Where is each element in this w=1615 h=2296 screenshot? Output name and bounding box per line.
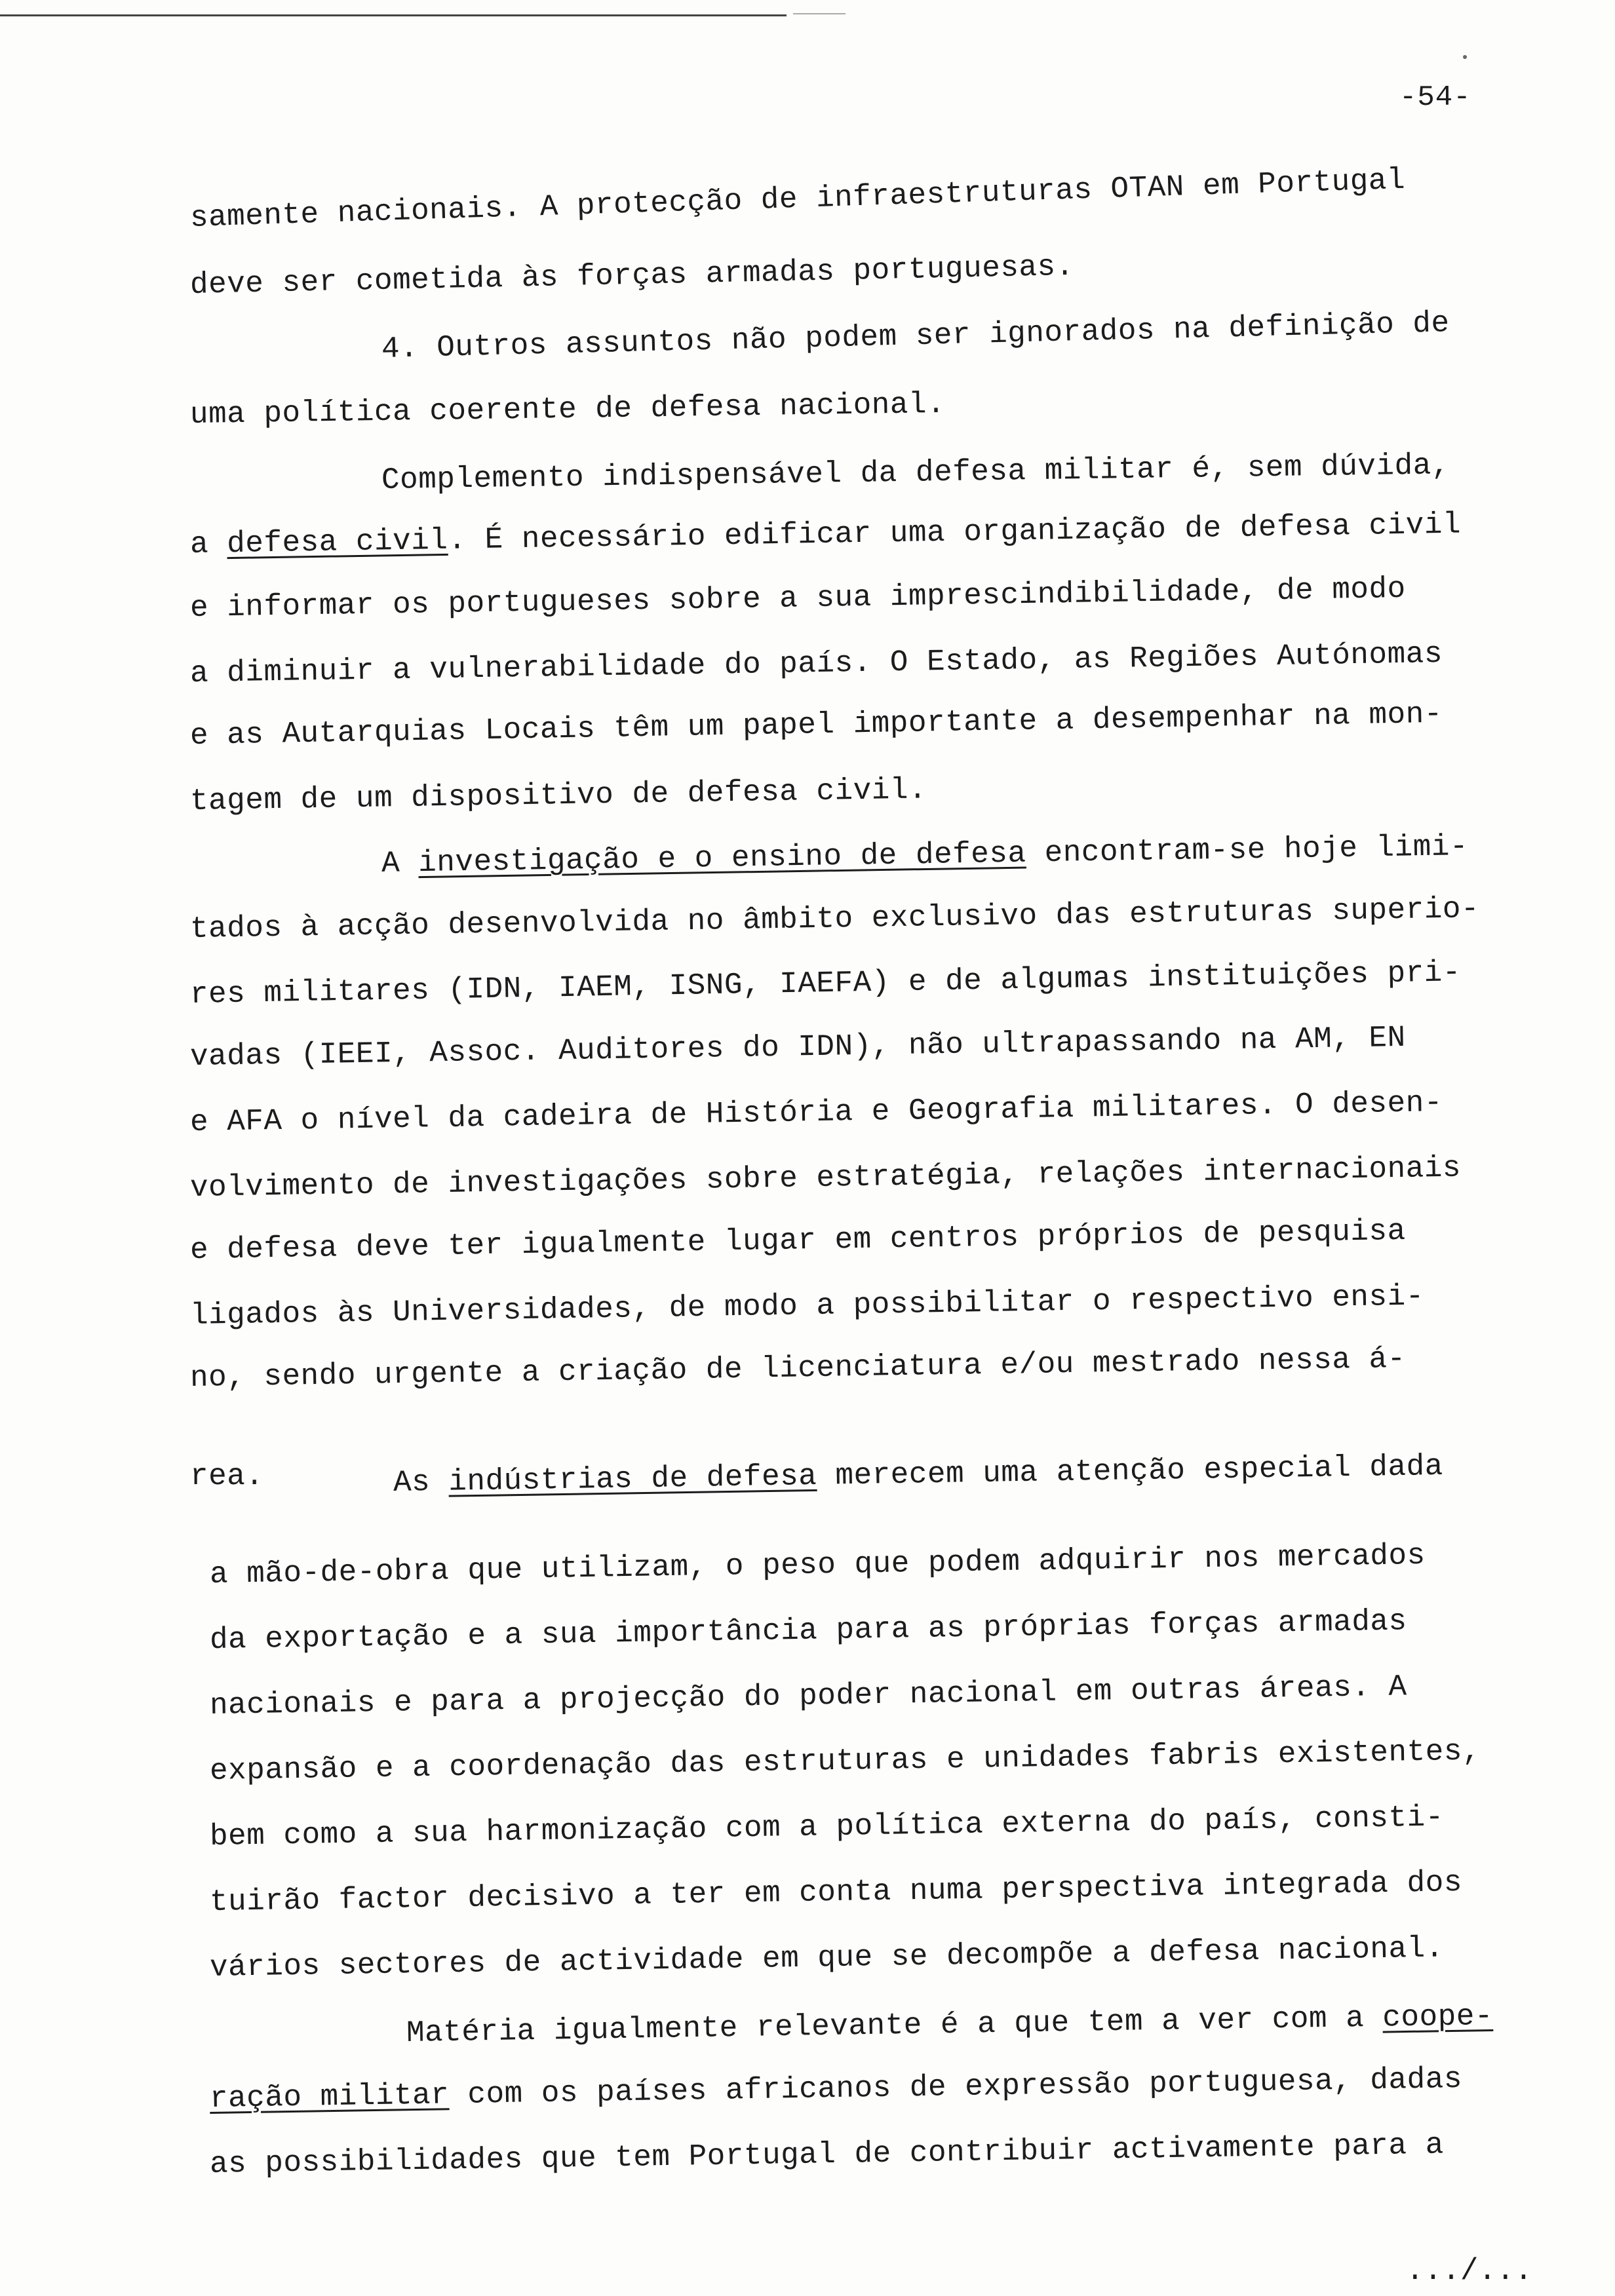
text-line (190, 1281, 1425, 1331)
underlined-term: investigação e o ensino de defesa (418, 836, 1026, 881)
text-run: A (381, 846, 419, 881)
underlined-term: ração militar (209, 2078, 450, 2116)
underlined-term: coope- (1382, 1999, 1494, 2035)
text-run: Matéria igualmente relevante é a que tem a ver com a (406, 2000, 1383, 2050)
text-line (189, 571, 1407, 625)
text-run: Complemento indispensável da defesa militar é, sem dúvida, (381, 448, 1450, 497)
text-line (189, 507, 1462, 562)
text-line (190, 894, 1480, 944)
text-line (189, 1085, 1443, 1139)
text-run: nacionais e para a projecção do poder nacional em outras áreas. A (209, 1670, 1407, 1723)
text-run: e defesa deve ter igualmente lugar em centros próprios de pesquisa (189, 1214, 1407, 1267)
text-line (210, 1736, 1481, 1786)
text-line (210, 1867, 1463, 1917)
text-run: a diminuir a vulnerabilidade do país. O Estado, as Regiões Autónomas (189, 636, 1443, 691)
text-line (190, 1461, 263, 1491)
text-run: samente nacionais. A protecção de infraestruturas OTAN em Portugal (189, 163, 1406, 235)
text-run: deve ser cometida às forças armadas portuguesas. (189, 249, 1075, 302)
underlined-term: indústrias de defesa (448, 1459, 817, 1499)
text-run: encontram-se hoje limi- (1026, 829, 1469, 871)
text-run: as possibilidades que tem Portugal de contribuir activamente para a (209, 2128, 1445, 2181)
text-line (189, 1341, 1407, 1395)
text-line (189, 1020, 1407, 1074)
text-run: tagem de um dispositivo de defesa civil. (189, 773, 927, 818)
text-run: tuirão factor decisivo a ter em conta numa perspectiva integrada dos (209, 1865, 1463, 1919)
text-line (210, 1606, 1407, 1655)
text-run: e AFA o nível da cadeira de História e Geografia militares. O desen- (189, 1085, 1443, 1139)
text-line (190, 699, 1443, 751)
text-line (189, 249, 1075, 302)
text-line (190, 1153, 1462, 1203)
text-run: a (189, 527, 227, 562)
text-run: ligados às Universidades, de modo a possibilitar o respectivo ensi- (189, 1279, 1425, 1333)
continuation-mark: .../... (1406, 2254, 1533, 2288)
text-line (210, 2130, 1445, 2179)
text-line (210, 1672, 1407, 1721)
text-line (393, 1451, 1444, 1498)
page-number: -54- (1399, 81, 1471, 114)
text-run: 4. Outros assuntos não podem ser ignorados na definição de (381, 306, 1450, 366)
text-run: a mão-de-obra que utilizam, o peso que podem adquirir nos mercados (209, 1538, 1426, 1592)
text-run: merecem uma atenção especial dada (816, 1449, 1444, 1493)
text-run: e as Autarquias Locais têm um papel importante a desempenhar na mon- (189, 697, 1443, 753)
text-run: vários sectores de actividade em que se decompõe a defesa nacional. (209, 1931, 1445, 1985)
text-run: com os países africanos de expressão portuguesa, dadas (448, 2061, 1463, 2113)
text-run: rea. (190, 1459, 264, 1493)
text-run: As (393, 1464, 449, 1500)
text-line (381, 450, 1450, 495)
text-run: vadas (IEEI, Assoc. Auditores do IDN), não ultrapassando na AM, EN (189, 1020, 1407, 1074)
text-run: e informar os portugueses sobre a sua imprescindibilidade, de modo (189, 571, 1407, 625)
text-line (210, 1802, 1445, 1852)
text-run: volvimento de investigações sobre estratégia, relações internacionais (189, 1151, 1462, 1205)
text-line (190, 1216, 1406, 1265)
text-line (189, 165, 1405, 233)
text-run: tados à acção desenvolvida no âmbito exclusivo das estruturas superio- (189, 892, 1480, 946)
text-line (190, 389, 946, 430)
text-run: expansão e a coordenação das estruturas e unidades fabris existentes, (209, 1734, 1481, 1788)
text-line (210, 1933, 1445, 1983)
underlined-term: defesa civil (226, 523, 448, 562)
text-line (190, 775, 927, 816)
text-run: da exportação e a sua importância para as próprias forças armadas (209, 1604, 1407, 1657)
text-line (190, 957, 1462, 1010)
text-line (406, 2001, 1494, 2048)
text-line (189, 636, 1443, 691)
text-line (210, 1540, 1426, 1590)
text-line (381, 308, 1450, 364)
text-run: res militares (IDN, IAEM, ISNG, IAEFA) e de algumas instituições pri- (189, 955, 1462, 1012)
text-run: bem como a sua harmonização com a política externa do país, consti- (209, 1800, 1445, 1854)
text-run: . É necessário edificar uma organização de defesa civil (448, 507, 1462, 558)
text-run: uma política coerente de defesa nacional. (189, 387, 946, 432)
text-line (381, 829, 1469, 881)
text-line (209, 2061, 1463, 2116)
text-run: no, sendo urgente a criação de licenciatura e/ou mestrado nessa á- (189, 1341, 1407, 1395)
